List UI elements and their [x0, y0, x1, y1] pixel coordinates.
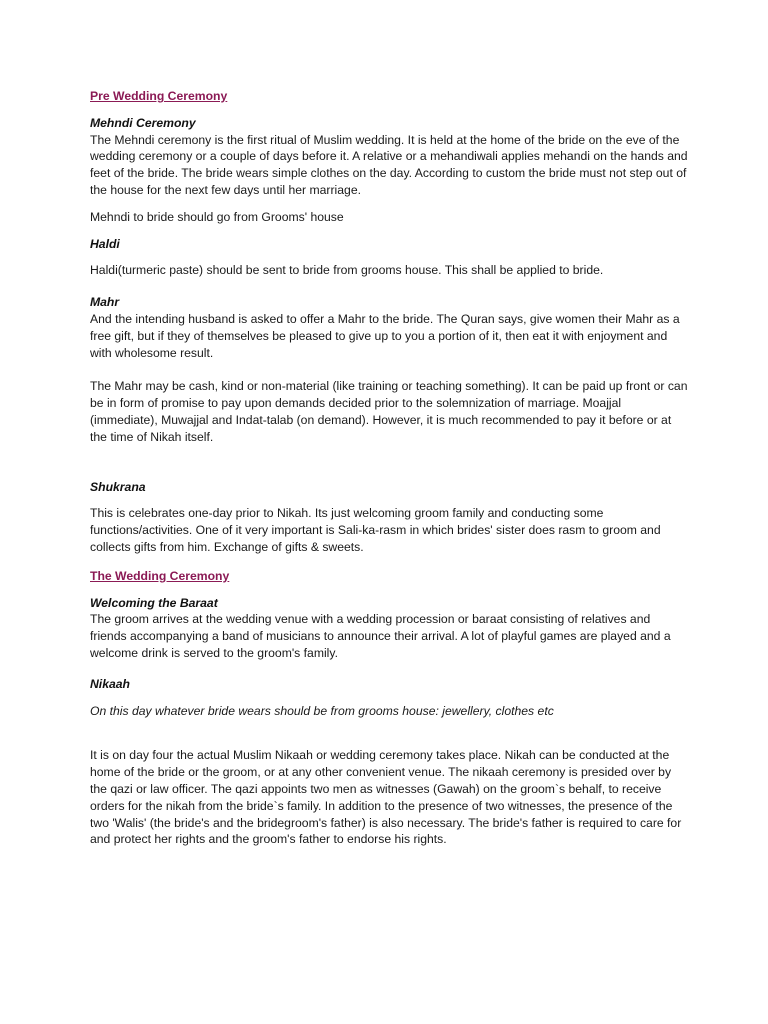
pre-wedding-ceremony-link[interactable]: Pre Wedding Ceremony [90, 89, 228, 103]
shukrana-paragraph: This is celebrates one-day prior to Nikah. Its just welcoming groom family and conducting some functions/activities. One of it very important is Sali-ka-rasm in which brides' sister does rasm to groom and collects gifts from him. Exchange of gifts & sweets. [90, 506, 661, 554]
shukrana-heading: Shukrana [90, 479, 146, 494]
mehndi-note: Mehndi to bride should go from Grooms' house [90, 209, 344, 224]
nikaah-note: On this day whatever bride wears should be from grooms house: jewellery, clothes etc [90, 703, 554, 718]
mehndi-paragraph: The Mehndi ceremony is the first ritual of Muslim wedding. It is held at the home of the bride on the eve of the wedding ceremony or a couple of days before it. A relative or a mehandiwali applies mehandi on the hands and feet of the bride. The bride wears simple clothes on the day. According to custom the bride must not step out of the house for the next few days until her marriage. [90, 132, 688, 197]
nikaah-heading: Nikaah [90, 676, 130, 691]
mehndi-ceremony-heading: Mehndi Ceremony [90, 115, 196, 130]
haldi-paragraph: Haldi(turmeric paste) should be sent to bride from grooms house. This shall be applied to bride. [90, 263, 604, 278]
document-page [90, 88, 690, 848]
mahr-paragraph-1: And the intending husband is asked to offer a Mahr to the bride. The Quran says, give women their Mahr as a free gift, but if they of themselves be pleased to give up to you a portion of it, then eat it with enjoyment and with wholesome result. [90, 311, 680, 360]
mahr-paragraph-2: The Mahr may be cash, kind or non-material (like training or teaching something). It can be paid up front or can be in form of promise to pay upon demands decided prior to the solemnization of marriage. Moajjal (immediate), Muwajjal and Indat-talab (on demand). However, it is much recommended to pay it before or at the time of Nikah itself. [90, 379, 688, 444]
haldi-heading: Haldi [90, 236, 120, 251]
mahr-heading: Mahr [90, 295, 120, 310]
welcoming-baraat-heading: Welcoming the Baraat [90, 595, 218, 610]
wedding-ceremony-link[interactable]: The Wedding Ceremony [90, 568, 230, 583]
baraat-paragraph: The groom arrives at the wedding venue with a wedding procession or baraat consisting of relatives and friends accompanying a band of musicians to announce their arrival. A lot of playful games are played and a welcome drink is served to the groom's family. [90, 612, 671, 660]
nikaah-paragraph: It is on day four the actual Muslim Nikaah or wedding ceremony takes place. Nikah can be conducted at the home of the bride or the groom, or at any other convenient venue. The nikaah ceremony is presided over by the qazi or law officer. The qazi appoints two men as witnesses (Gawah) on the groom`s behalf, to receive orders for the nikah from the bride`s family. In addition to the presence of two witnesses, the presence of the two 'Walis' (the bride's and the bridegroom's father) is also necessary. The bride's father is required to care for and protect her rights and the groom's father to endorse his rights. [90, 748, 682, 847]
